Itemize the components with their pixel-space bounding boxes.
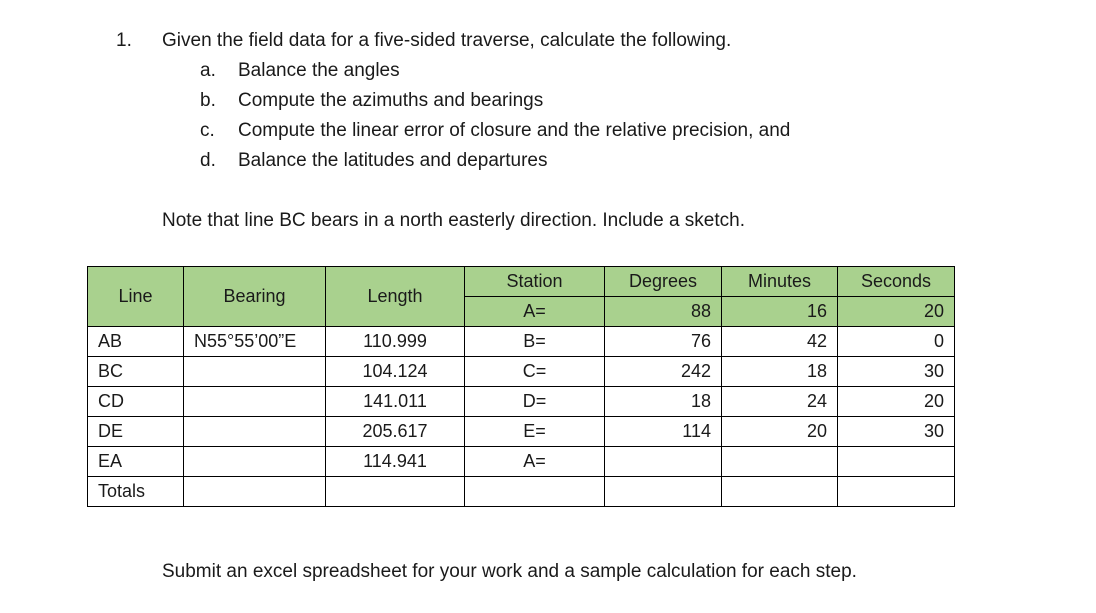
line-cell: CD: [88, 387, 184, 417]
degrees-cell: [605, 477, 722, 507]
minutes-cell: [722, 477, 838, 507]
header-bearing: Bearing: [184, 267, 326, 327]
station-cell: D=: [465, 387, 605, 417]
degrees-cell: 18: [605, 387, 722, 417]
station-cell: B=: [465, 327, 605, 357]
header-degrees: Degrees: [605, 267, 722, 297]
totals-row: [88, 477, 955, 507]
bearing-cell: [184, 417, 326, 447]
station-cell: [465, 477, 605, 507]
bearing-note: Note that line BC bears in a north easterly direction. Include a sketch.: [162, 210, 745, 231]
bearing-cell: [184, 477, 326, 507]
station-cell: A=: [465, 447, 605, 477]
question-prompt: Given the field data for a five-sided traverse, calculate the following.: [162, 30, 732, 51]
task-text: Balance the angles: [238, 60, 400, 81]
minutes-cell: 18: [722, 357, 838, 387]
task-letter: b.: [200, 90, 216, 111]
minutes-cell: 42: [722, 327, 838, 357]
line-cell: BC: [88, 357, 184, 387]
table-row: [88, 447, 955, 477]
question-number: 1.: [116, 30, 132, 51]
line-cell: AB: [88, 327, 184, 357]
length-cell: 110.999: [326, 327, 465, 357]
seconds-cell: 30: [838, 417, 955, 447]
seconds-cell: 0: [838, 327, 955, 357]
minutes-cell: 16: [722, 297, 838, 327]
submission-instructions: Submit an excel spreadsheet for your work and a sample calculation for each step.: [162, 561, 857, 582]
degrees-cell: 114: [605, 417, 722, 447]
minutes-cell: 24: [722, 387, 838, 417]
bearing-cell: N55°55’00”E: [184, 327, 326, 357]
header-minutes: Minutes: [722, 267, 838, 297]
length-cell: 104.124: [326, 357, 465, 387]
station-cell: A=: [465, 297, 605, 327]
table-header-row: [88, 267, 955, 297]
seconds-cell: 20: [838, 297, 955, 327]
minutes-cell: 20: [722, 417, 838, 447]
header-length: Length: [326, 267, 465, 327]
table-row: [88, 417, 955, 447]
degrees-cell: 242: [605, 357, 722, 387]
line-cell: Totals: [88, 477, 184, 507]
task-letter: d.: [200, 150, 216, 171]
bearing-cell: [184, 387, 326, 417]
station-cell: C=: [465, 357, 605, 387]
degrees-cell: 76: [605, 327, 722, 357]
seconds-cell: 20: [838, 387, 955, 417]
bearing-cell: [184, 447, 326, 477]
degrees-cell: [605, 447, 722, 477]
length-cell: 114.941: [326, 447, 465, 477]
station-cell: E=: [465, 417, 605, 447]
length-cell: [326, 477, 465, 507]
task-text: Compute the azimuths and bearings: [238, 90, 544, 111]
table-row: [88, 387, 955, 417]
minutes-cell: [722, 447, 838, 477]
header-station: Station: [465, 267, 605, 297]
line-cell: DE: [88, 417, 184, 447]
bearing-cell: [184, 357, 326, 387]
seconds-cell: [838, 447, 955, 477]
seconds-cell: [838, 477, 955, 507]
traverse-data-table: [87, 266, 955, 507]
task-letter: c.: [200, 120, 215, 141]
task-text: Balance the latitudes and departures: [238, 150, 548, 171]
line-cell: EA: [88, 447, 184, 477]
task-letter: a.: [200, 60, 216, 81]
header-line: Line: [88, 267, 184, 327]
length-cell: 205.617: [326, 417, 465, 447]
seconds-cell: 30: [838, 357, 955, 387]
header-seconds: Seconds: [838, 267, 955, 297]
task-text: Compute the linear error of closure and the relative precision, and: [238, 120, 791, 141]
table-row: [88, 327, 955, 357]
table-row: [88, 357, 955, 387]
degrees-cell: 88: [605, 297, 722, 327]
length-cell: 141.011: [326, 387, 465, 417]
